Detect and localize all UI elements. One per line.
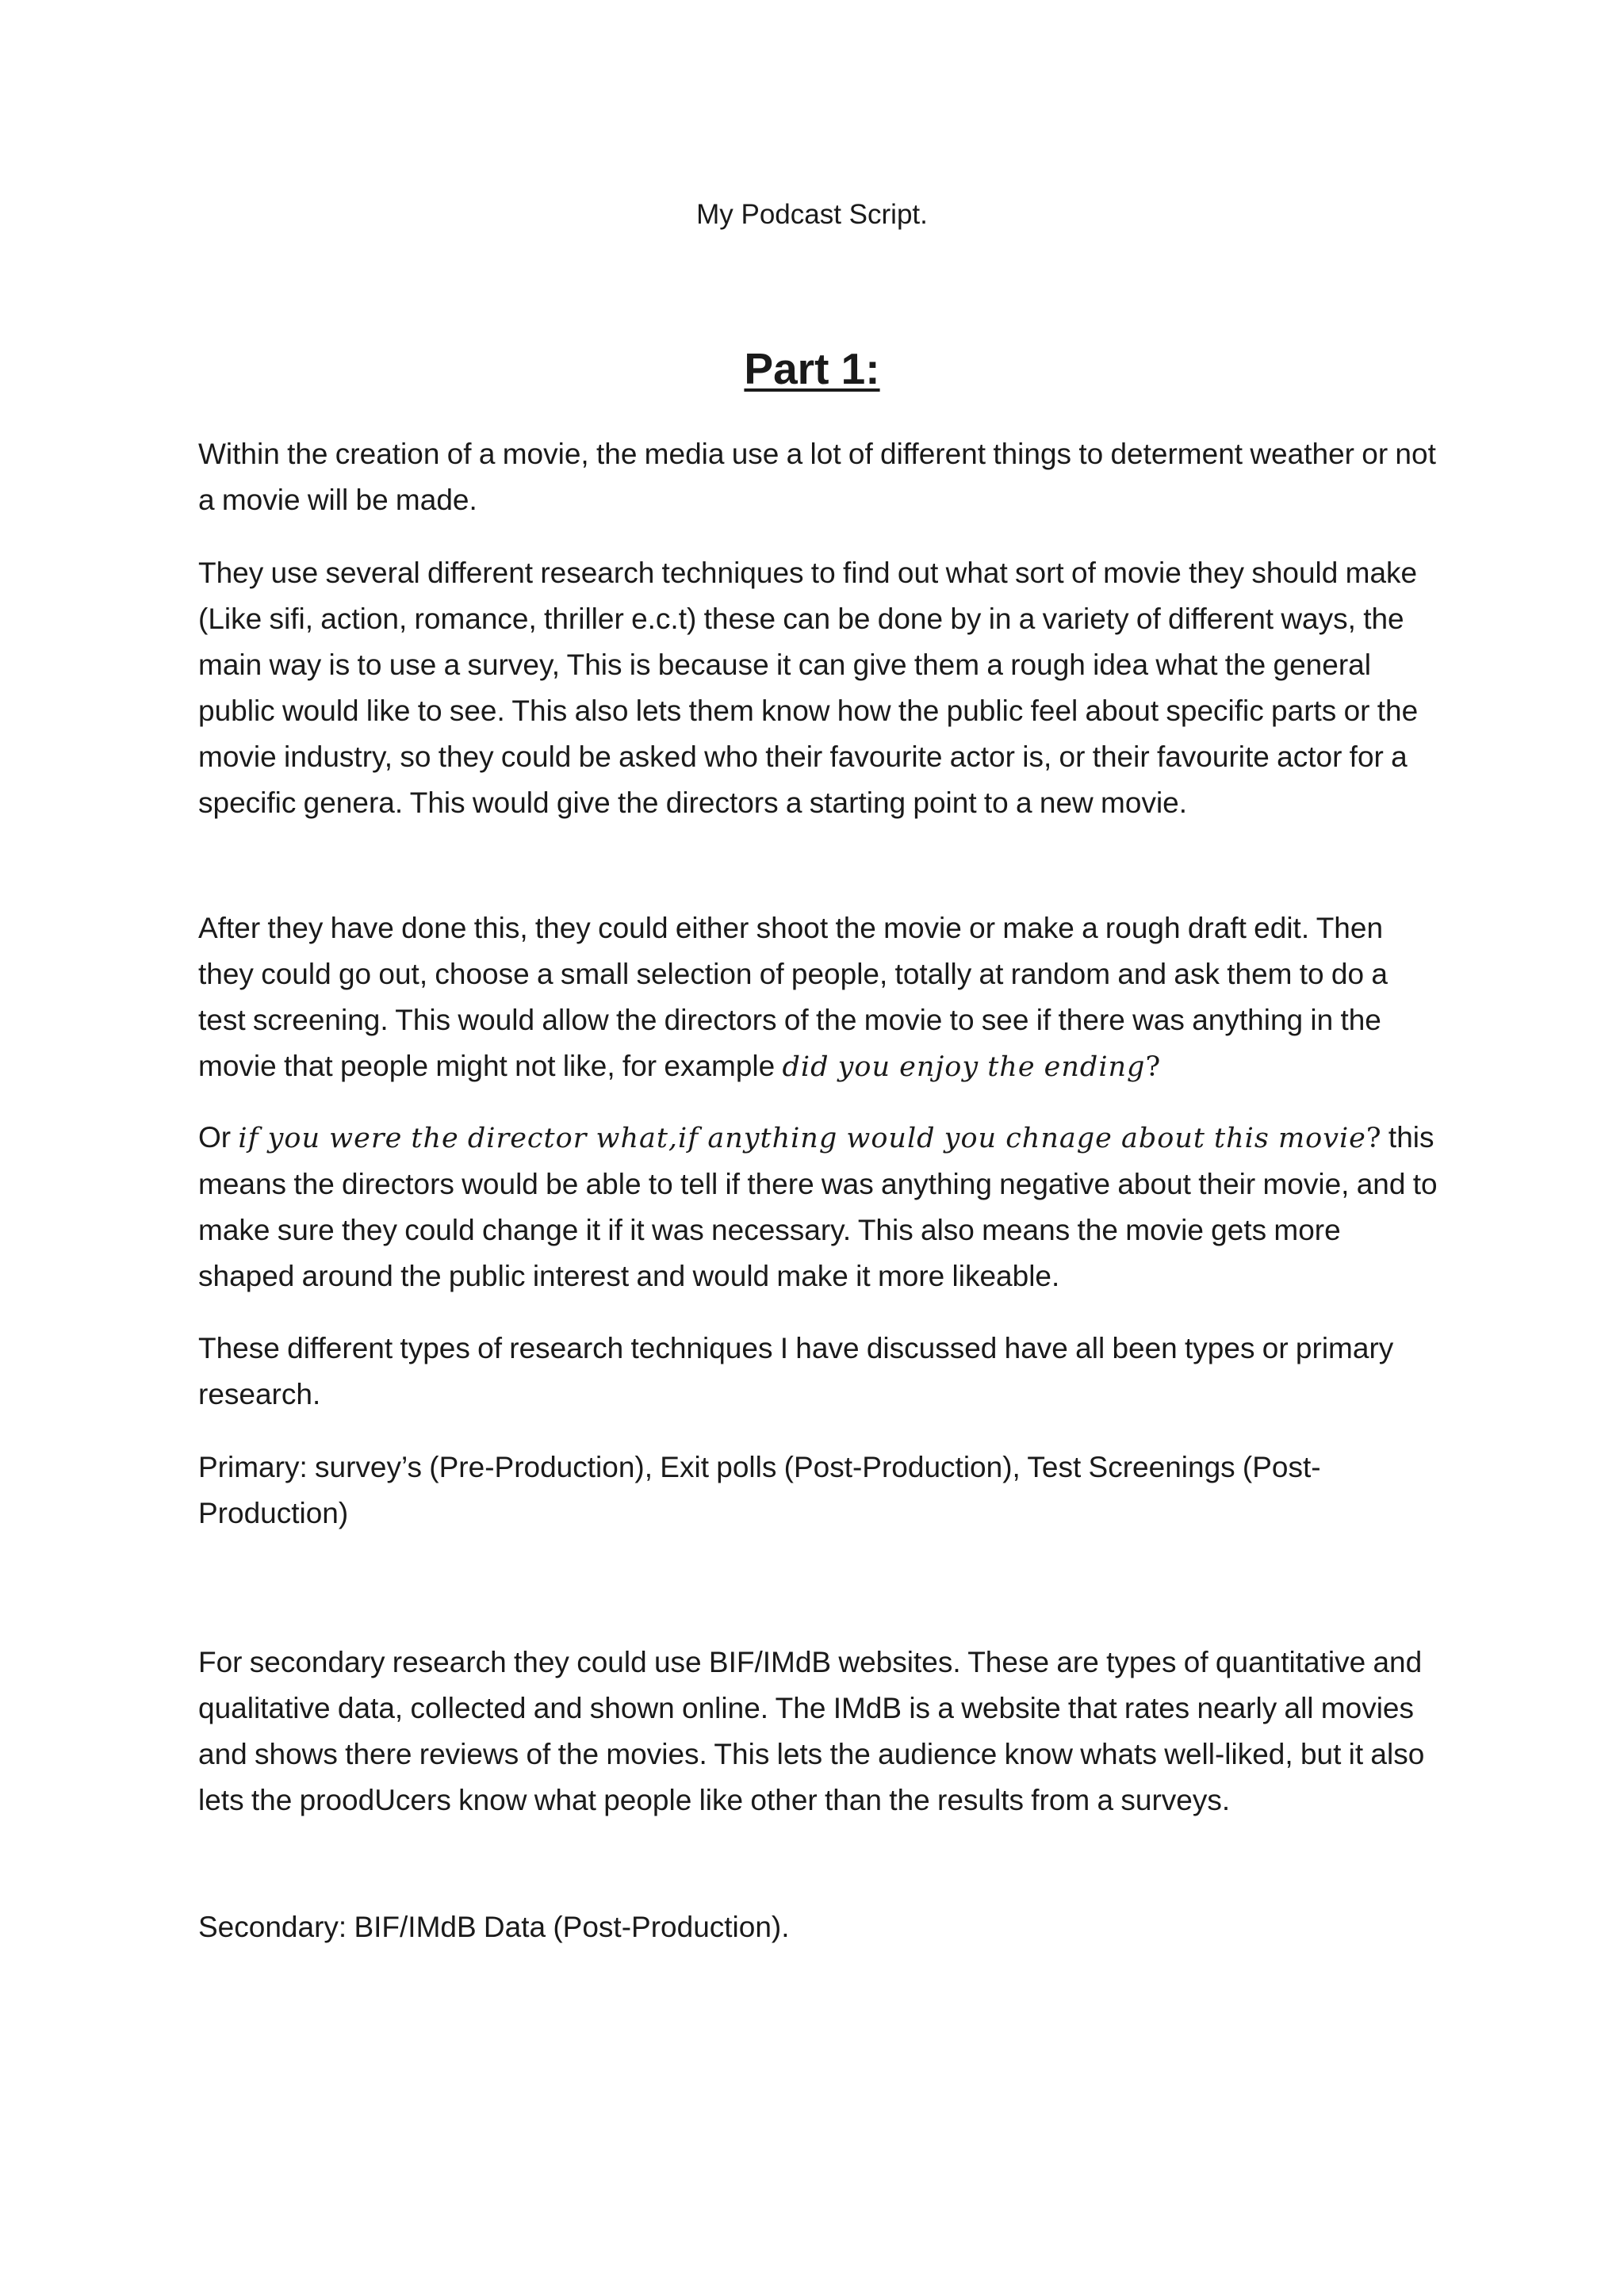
paragraph-primary-summary: These different types of research techniques I have discussed have all been types or primary research. <box>198 1332 1394 1410</box>
paragraph-lead: Or <box>198 1121 239 1154</box>
paragraph-research-techniques: They use several different research techniques to find out what sort of movie they should make (Like sifi, action, romance, thriller e.c.t) these can be done by in a variety of different ways, the main way is to use a survey, This is because it can give them a rough idea what the general public would like to see. This also lets them know how the public feel about specific parts or the movie industry, so they could be asked who their favourite actor is, or their favourite actor for a specific genera. This would give the directors a starting point to a new movie. <box>198 557 1419 819</box>
question-mark: ? <box>1365 1123 1381 1154</box>
primary-research-list: Primary: survey’s (Pre-Production), Exit polls (Post-Production), Test Screenings (Post-Production) <box>198 1451 1321 1529</box>
part-heading: Part 1: <box>744 344 880 393</box>
secondary-research-list: Secondary: BIF/IMdB Data (Post-Production). <box>198 1911 790 1943</box>
question-mark: ? <box>1145 1051 1161 1083</box>
paragraph-test-screening <box>198 905 1439 1090</box>
example-question-ending: did you enjoy the ending <box>782 1051 1146 1083</box>
paragraph-secondary-research: For secondary research they could use BIF/IMdB websites. These are types of quantitative and qualitative data, collected and shown online. The IMdB is a website that rates nearly all movies and shows there reviews of the movies. This lets the audience know whats well-liked, but it also lets the proodUcers know what people like other than the results from a surveys. <box>198 1646 1425 1816</box>
paragraph-test-screening-text: After they have done this, they could either shoot the movie or make a rough draft edit. Then they could go out, choose a small selection of people, totally at random and ask them to do a test screening. This would allow the directors of the movie to see if there was anything in the movie that people might not like, for example <box>198 912 1388 1082</box>
example-question-director: if you were the director what,if anything would you chnage about this movie <box>238 1123 1366 1154</box>
paragraph-intro: Within the creation of a movie, the media use a lot of different things to determent weather or not a movie will be made. <box>198 438 1436 516</box>
document-title: My Podcast Script. <box>696 199 928 230</box>
paragraph-director-question <box>198 1115 1439 1299</box>
paragraph-director-text: this means the directors would be able to tell if there was anything negative about their movie, and to make sure they could change it if it was necessary. This also means the movie gets more shaped around the public interest and would make it more likeable. <box>198 1121 1438 1292</box>
